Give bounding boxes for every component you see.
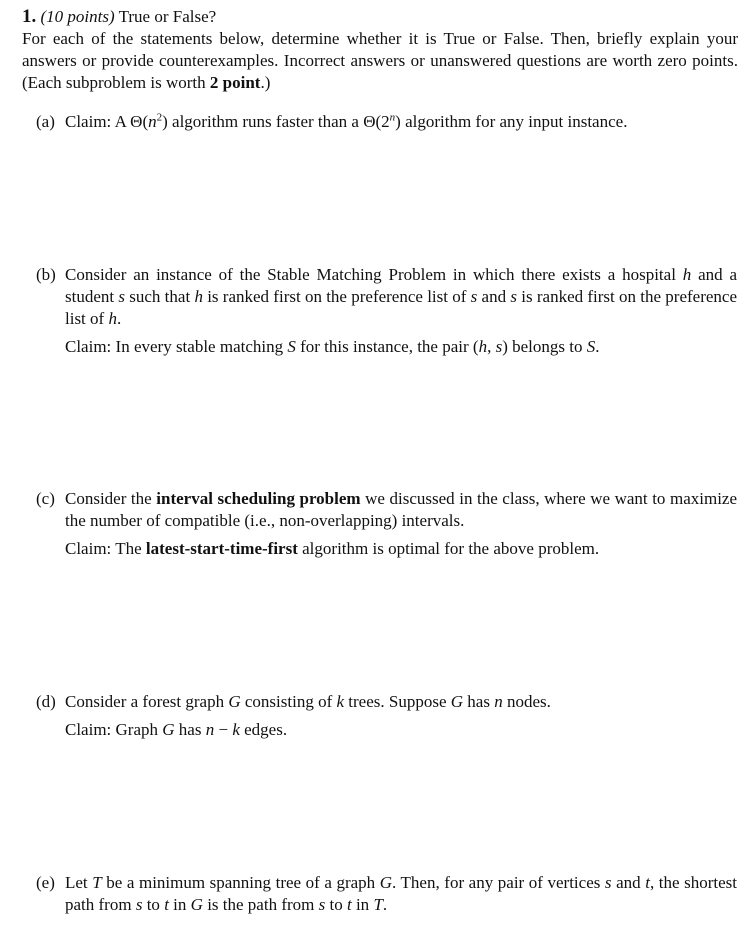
superscript: 2 [156,111,163,124]
intro-text: For each of the statements below, determine whether it is True or False. Then, briefly explain your answers or provide counterexamples. Incorrect answers or unanswered questions are worth zero points. (Each subproblem is worth [22,29,738,92]
text: be a minimum spanning tree of a graph [101,873,380,892]
math-s: s [495,337,503,356]
text: is ranked first on the preference list of [65,287,738,328]
math-s: s [604,873,612,892]
math-k: k [336,692,345,711]
math-s: s [510,287,517,306]
math-T: T [92,873,102,892]
part-a-claim [65,111,737,133]
text: algorithm is optimal for the above problem. [297,539,600,558]
math-s: s [118,287,125,306]
text: Let [65,873,93,892]
math-minus: − [214,720,233,739]
text: Claim: Graph [65,720,163,739]
problem-points: (10 points) [40,7,115,26]
part-e-label: (e) [36,873,55,892]
text: is ranked first on the preference list of [202,287,471,306]
text: and [611,873,646,892]
text: , the shortest path from [65,873,737,914]
math-n: n [205,720,215,739]
problem-title-line [22,6,738,28]
intro-bold: 2 point [209,73,261,92]
text: for this instance, the pair ( [295,337,479,356]
part-e-statement [65,872,737,916]
text: ) algorithm runs faster than a Θ(2 [162,112,390,131]
math-G: G [190,895,203,914]
math-t: t [164,895,169,914]
part-b-label: (b) [36,265,56,284]
text: . Then, for any pair of vertices [392,873,605,892]
text: Claim: The [65,539,146,558]
text: nodes. [502,692,551,711]
part-c-label: (c) [36,489,55,508]
part-c-claim [65,538,737,560]
intro-end: .) [260,73,271,92]
text: has [174,720,206,739]
math-G: G [162,720,175,739]
text: is the path from [202,895,319,914]
text: , [487,337,496,356]
math-t: t [645,873,650,892]
superscript: n [389,111,396,124]
math-h: h [194,287,203,306]
math-S: S [586,337,596,356]
text: in [168,895,191,914]
text: . [382,895,388,914]
part-b-claim [65,336,737,358]
math-G: G [450,692,464,711]
math-k: k [232,720,240,739]
part-d-label: (d) [36,692,56,711]
math-h: h [478,337,488,356]
text: we discussed in the class, where we want to maximize the number of compatible (i.e., non-overlapping) intervals. [65,489,738,530]
math-t: t [346,895,352,914]
bold-term: latest-start-time-first [145,539,298,558]
text: Claim: In every stable matching [65,337,288,356]
math-T: T [373,895,383,914]
text: trees. Suppose [344,692,451,711]
part-b-statement [65,264,737,330]
text: to [325,895,347,914]
text: Claim: A Θ( [65,112,149,131]
problem-number: 1. [22,6,37,27]
problem-intro [22,28,738,94]
math-h: h [108,309,117,328]
text: in [351,895,374,914]
text: ) belongs to [502,337,587,356]
text: such that [125,287,195,306]
text: Consider an instance of the Stable Matching Problem in which there exists a hospital [65,265,683,284]
math-G: G [379,873,393,892]
part-d-claim [65,719,737,741]
text: Consider the [65,489,157,508]
text: edges. [239,720,288,739]
bold-term: interval scheduling problem [156,489,361,508]
text: and [477,287,511,306]
part-c-statement [65,488,737,532]
math-s: s [318,895,326,914]
text: has [463,692,495,711]
math-h: h [682,265,692,284]
math-S: S [287,337,296,356]
text: ) algorithm for any input instance. [395,112,628,131]
math-n: n [148,112,157,131]
part-a-label: (a) [36,112,55,131]
text: Consider a forest graph [65,692,229,711]
text: . [116,309,122,328]
math-s: s [135,895,143,914]
text: consisting of [240,692,337,711]
part-d-statement [65,691,737,713]
text: to [142,895,165,914]
math-G: G [228,692,241,711]
math-s: s [470,287,478,306]
problem-header [22,6,738,94]
math-n: n [494,692,503,711]
problem-title: True or False? [118,7,217,26]
text: and a student [65,265,737,306]
text: . [595,337,600,356]
